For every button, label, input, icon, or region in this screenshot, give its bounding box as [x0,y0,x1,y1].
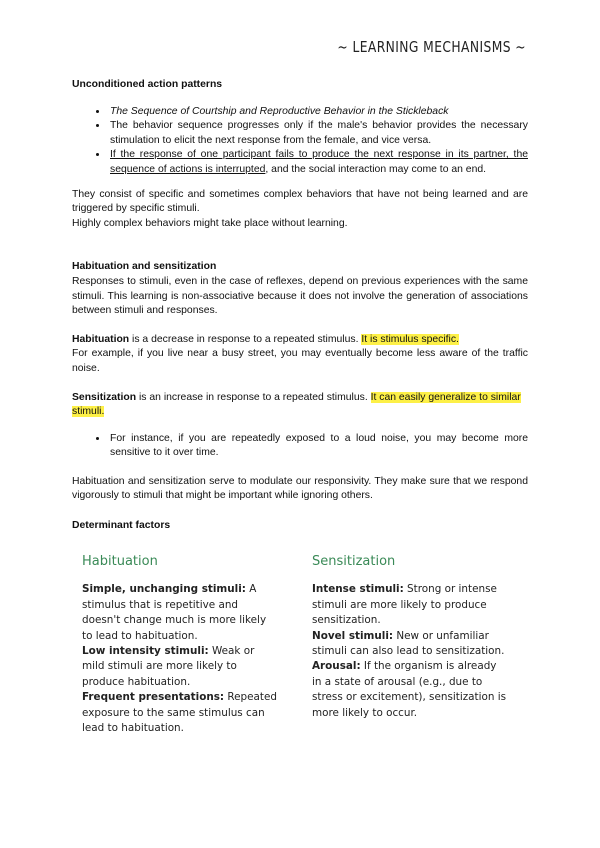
bullet-text: , and the social interaction may come to an end. [265,163,487,175]
factor-text: Strong or intense stimuli are more likely to produce sensitization. [312,583,497,627]
factor-text: A stimulus that is repetitive and doesn't change much is more likely to lead to habituation. [82,583,267,642]
paragraph: Highly complex behaviors might take place without learning. [72,217,348,229]
section-heading-unconditioned: Unconditioned action patterns [72,79,223,90]
factor-item [312,582,507,628]
paragraph: For example, if you live near a busy street, you may eventually become less aware of the traffic noise. [72,348,528,374]
determinant-factors-columns [82,554,542,736]
sensitization-definition [72,391,528,420]
term: Habituation [72,333,130,345]
factor-item [312,629,507,660]
factor-item [82,690,277,736]
highlighted-text: It is stimulus specific. [361,333,459,345]
column-title-sensitization: Sensitization [312,554,396,569]
factor-term: Simple, unchanging stimuli: [82,583,246,596]
list-item: • For instance, if you are repeatedly exposed to a loud noise, you may become more sensitive to it over time. [108,432,528,461]
document-body [72,78,528,534]
factor-term: Novel stimuli: [312,629,394,642]
list-item: • The behavior sequence progresses only if the male's behavior provides the necessary stimulation to elicit the next response from the female, and vice versa. [108,119,528,148]
column-title-habituation: Habituation [82,554,158,569]
term: Sensitization [72,391,137,403]
factor-term: Low intensity stimuli: [82,645,209,658]
factor-term: Intense stimuli: [312,583,404,596]
factor-text: New or unfamiliar stimuli can also lead to sensitization. [312,629,505,658]
habituation-column [82,554,277,736]
page-header-title: ~ LEARNING MECHANISMS ~ [337,38,526,56]
section-heading-determinant-factors: Determinant factors [72,520,171,532]
factor-term: Frequent presentations: [82,691,225,704]
factor-item [82,644,277,690]
factor-term: Arousal: [312,660,361,673]
highlighted-text: It can easily generalize to similar stimuli. [72,391,521,418]
factor-text: If the organism is already in a state of arousal (e.g., due to stress or excitement), sensitization is more likely to occur. [312,660,507,719]
factor-text: Repeated exposure to the same stimulus can lead to habituation. [82,691,277,735]
paragraph: Responses to stimuli, even in the case of reflexes, depend on previous experiences with the same stimuli. This learning is non-associative because it does not involve the generation of associations between stimuli and responses. [72,275,528,317]
paragraph: Habituation and sensitization serve to modulate our responsivity. They make sure that we respond vigorously to stimuli that might be important while ignoring others. [72,475,528,502]
definition-text: is a decrease in response to a repeated stimulus. [129,333,362,345]
unconditioned-bullet-list [72,105,528,178]
list-item [108,148,528,177]
definition-text: is an increase in response to a repeated stimulus. [136,391,371,403]
sensitization-column [312,554,507,736]
section-heading-habituation-sensitization: Habituation and sensitization [72,261,217,273]
factor-item [312,659,507,721]
paragraph: They consist of specific and sometimes complex behaviors that have not being learned and are triggered by specific stimuli. [72,188,528,215]
habituation-definition [72,333,528,348]
factor-text: Weak or mild stimuli are more likely to produce habituation. [82,645,255,688]
factor-item [82,582,277,644]
list-item: • The Sequence of Courtship and Reproductive Behavior in the Stickleback [108,105,528,120]
sensitization-bullet-list [72,432,528,461]
underlined-text: If the response of one participant fails to produce the next response in its partner, the sequence of actions is interrupted [110,149,528,175]
